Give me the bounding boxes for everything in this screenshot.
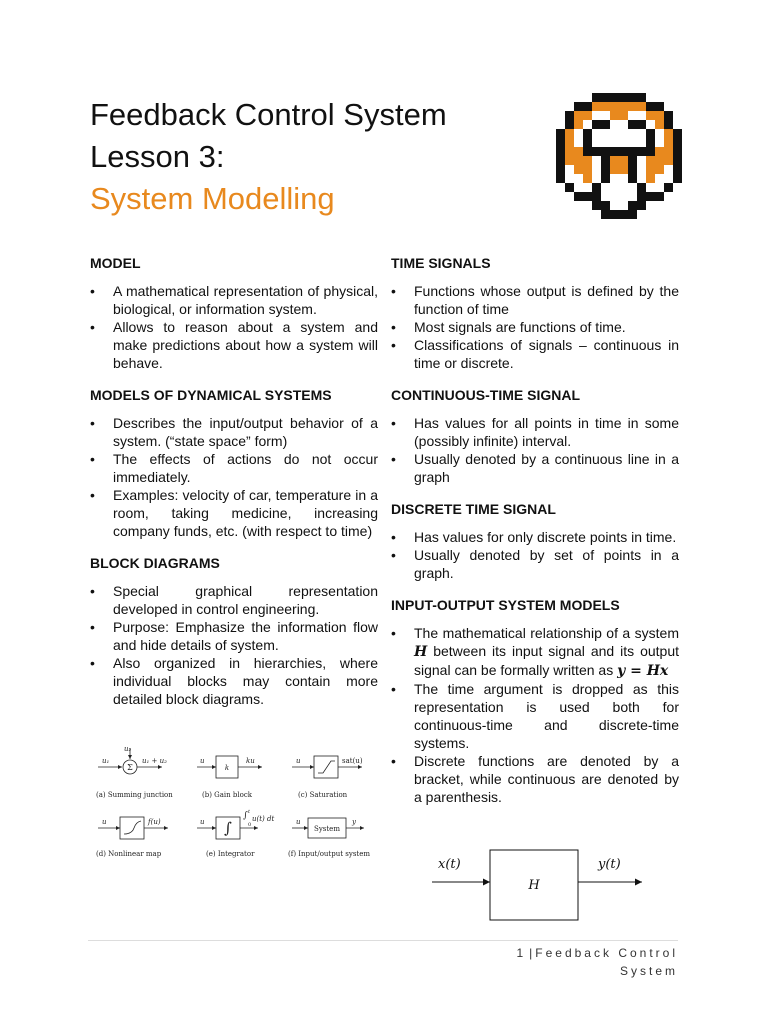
math-H: H [414, 644, 428, 660]
heading-io-models: INPUT-OUTPUT SYSTEM MODELS [391, 597, 620, 613]
list-item [391, 624, 679, 680]
caption-gain-block: (b) Gain block [202, 791, 253, 799]
label-u-f: u [296, 818, 301, 826]
caption-integrator: (e) Integrator [206, 850, 255, 858]
heading-time-signals: TIME SIGNALS [391, 255, 491, 271]
label-integral-lower: 0 [248, 822, 252, 828]
block-diagram-figure [92, 744, 376, 864]
heading-block-diagrams: BLOCK DIAGRAMS [90, 555, 220, 571]
list-item: • Usually denoted by set of points in a graph. [391, 546, 679, 582]
label-ku: ku [246, 757, 255, 765]
page-number: 1 [516, 946, 527, 960]
list-item: • Purpose: Emphasize the information flow and hide details of system. [90, 618, 378, 654]
label-system-H: H [528, 878, 540, 893]
list-item: • Functions whose output is defined by the function of time [391, 282, 679, 318]
list-item: • Most signals are functions of time. [391, 318, 679, 336]
label-system: System [314, 825, 340, 833]
list-block-diagrams [90, 582, 378, 708]
list-discrete-time [391, 528, 679, 582]
label-integral-sign: ∫ [224, 819, 232, 837]
io-system-figure [428, 844, 668, 926]
page-footer [500, 944, 678, 980]
list-item: • The time argument is dropped as this representation is used both for continuous-time and discrete-time systems. [391, 680, 679, 752]
footer-text: Feedback Control System [535, 946, 678, 978]
list-item: • Allows to reason about a system and make predictions about how a system will behave. [90, 318, 378, 372]
label-u2: u₂ [124, 745, 132, 753]
heading-continuous-time: CONTINUOUS-TIME SIGNAL [391, 387, 580, 403]
list-item: • The effects of actions do not occur immediately. [90, 450, 378, 486]
label-integral-small: ∫ [243, 811, 248, 821]
title-line-2: Lesson 3: [90, 139, 225, 174]
label-integral-expr: u(t) dt [252, 815, 275, 823]
list-item: • Examples: velocity of car, temperature in a room, taking medicine, increasing company funds, etc. (with respect to time) [90, 486, 378, 540]
label-k: k [224, 764, 230, 772]
io-text-2: between its input signal and its output signal can be formally written as [414, 643, 679, 678]
label-u-e: u [200, 818, 205, 826]
label-u-d: u [102, 818, 107, 826]
pixel-art-mushroom-logo [556, 93, 682, 219]
list-time-signals [391, 282, 679, 372]
io-text-1: The mathematical relationship of a system [414, 625, 679, 641]
heading-dynamical-systems: MODELS OF DYNAMICAL SYSTEMS [90, 387, 332, 403]
list-item: • Also organized in hierarchies, where individual blocks may contain more detailed block diagrams. [90, 654, 378, 708]
caption-saturation: (c) Saturation [298, 791, 348, 799]
heading-model: MODEL [90, 255, 141, 271]
label-u-b: u [200, 757, 205, 765]
list-item: • A mathematical representation of physical, biological, or information system. [90, 282, 378, 318]
caption-summing-junction: (a) Summing junction [96, 791, 173, 799]
label-sat-u: sat(u) [342, 757, 363, 765]
list-item: • Has values for all points in time in some (possibly infinite) interval. [391, 414, 679, 450]
label-u1: u₁ [102, 757, 110, 765]
list-item: • Describes the input/output behavior of a system. (“state space” form) [90, 414, 378, 450]
label-u-c: u [296, 757, 301, 765]
list-item: • Special graphical representation developed in control engineering. [90, 582, 378, 618]
list-model [90, 282, 378, 372]
label-f-u: f(u) [148, 818, 161, 826]
caption-nonlinear-map: (d) Nonlinear map [96, 850, 162, 858]
list-continuous-time [391, 414, 679, 486]
list-io-models [391, 624, 679, 806]
title-line-1: Feedback Control System [90, 97, 447, 132]
right-column [391, 254, 679, 820]
label-input-signal: x(t) [438, 857, 461, 872]
label-output-signal: y(t) [598, 857, 621, 872]
label-y: y [352, 818, 356, 826]
label-sigma: Σ [127, 763, 133, 772]
title-line-3: System Modelling [90, 181, 335, 216]
heading-discrete-time: DISCRETE TIME SIGNAL [391, 501, 556, 517]
list-item: • Discrete functions are denoted by a bracket, while continuous are denoted by a parenthesis. [391, 752, 679, 806]
list-item: • Usually denoted by a continuous line in a graph [391, 450, 679, 486]
list-dynamical-systems [90, 414, 378, 540]
footer-divider [88, 940, 678, 941]
list-item: • Classifications of signals – continuous in time or discrete. [391, 336, 679, 372]
list-item: • Has values for only discrete points in time. [391, 528, 679, 546]
label-integral-upper: t [248, 809, 251, 815]
caption-io-system: (f) Input/output system [288, 850, 371, 858]
math-equation: y = Hx [617, 663, 669, 679]
label-u1-plus-u2: u₁ + u₂ [142, 757, 167, 765]
left-column [90, 254, 378, 722]
footer-separator: | [529, 946, 533, 960]
